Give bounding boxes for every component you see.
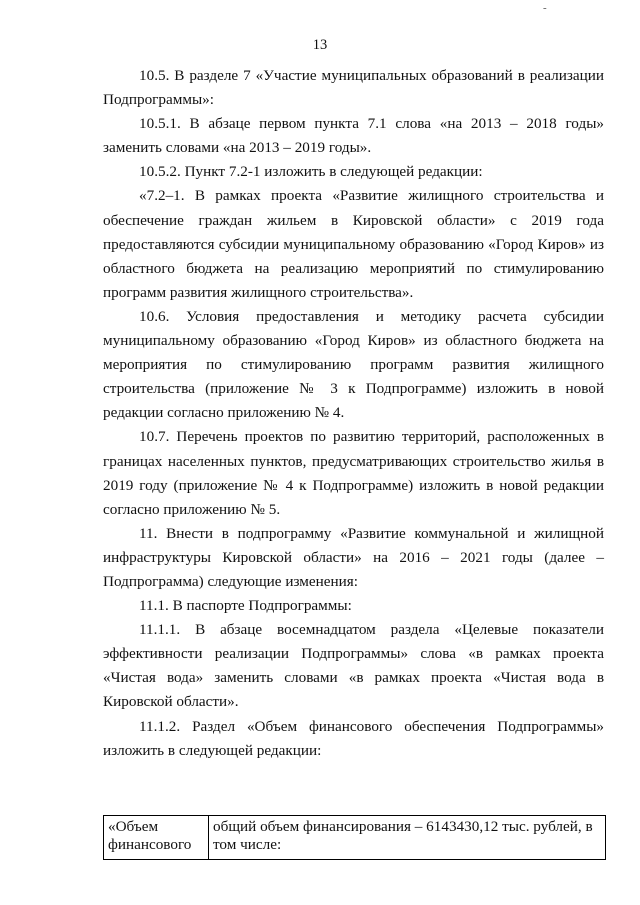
paragraph-10-6: 10.6. Условия предоставления и методику расчета субсидии муниципальному образованию «Город Киров» из областного бюджета на мероприятия по стимулированию программ развития жилищного строительства (приложение № 3 к Подпрограмме) изложить в новой редакции согласно приложению № 4. (103, 307, 604, 422)
paragraph-10-7: 10.7. Перечень проектов по развитию территорий, расположенных в границах населенных пунктов, предусматривающих строительство жилья в 2019 году (приложение № 4 к Подпрограмме) изложить в новой редакции согласно приложению № 5. (103, 428, 604, 518)
paragraph-11-1-2: 11.1.2. Раздел «Объем финансового обеспечения Подпрограммы» изложить в следующей редакции: (103, 717, 604, 759)
corner-mark: - (543, 2, 547, 14)
page-number: 13 (312, 37, 328, 53)
document-body (103, 64, 604, 763)
paragraph-7-2-1: «7.2–1. В рамках проекта «Развитие жилищного строительства и обеспечение граждан жильем в Кировской области» с 2019 года предоставляются субсидии муниципальному образованию «Город Киров» из областного бюджета на реализацию мероприятий по стимулированию программ развития жилищного строительства». (103, 187, 604, 301)
paragraph-10-5-2: 10.5.2. Пункт 7.2-1 изложить в следующей редакции: (139, 163, 483, 181)
table-row (104, 816, 606, 860)
paragraph-11-1: 11.1. В паспорте Подпрограммы: (139, 597, 352, 615)
financing-table (103, 815, 606, 860)
table-cell-value: общий объем финансирования – 6143430,12 тыс. рублей, в том числе: (209, 816, 606, 860)
paragraph-11: 11. Внести в подпрограмму «Развитие коммунальной и жилищной инфраструктуры Кировской области» на 2016 – 2021 годы (далее – Подпрограмма) следующие изменения: (103, 524, 604, 590)
paragraph-10-5: 10.5. В разделе 7 «Участие муниципальных образований в реализации Подпрограммы»: (103, 67, 604, 109)
table-cell-label: «Объем финансового (104, 816, 209, 860)
paragraph-11-1-1: 11.1.1. В абзаце восемнадцатом раздела «Целевые показатели эффективности реализации Подпрограммы» слова «в рамках проекта «Чистая вода» заменить словами «в рамках проекта «Чистая вода в Кировской области». (103, 621, 604, 711)
paragraph-10-5-1: 10.5.1. В абзаце первом пункта 7.1 слова «на 2013 – 2018 годы» заменить словами «на 2013 – 2019 годы». (103, 115, 604, 157)
